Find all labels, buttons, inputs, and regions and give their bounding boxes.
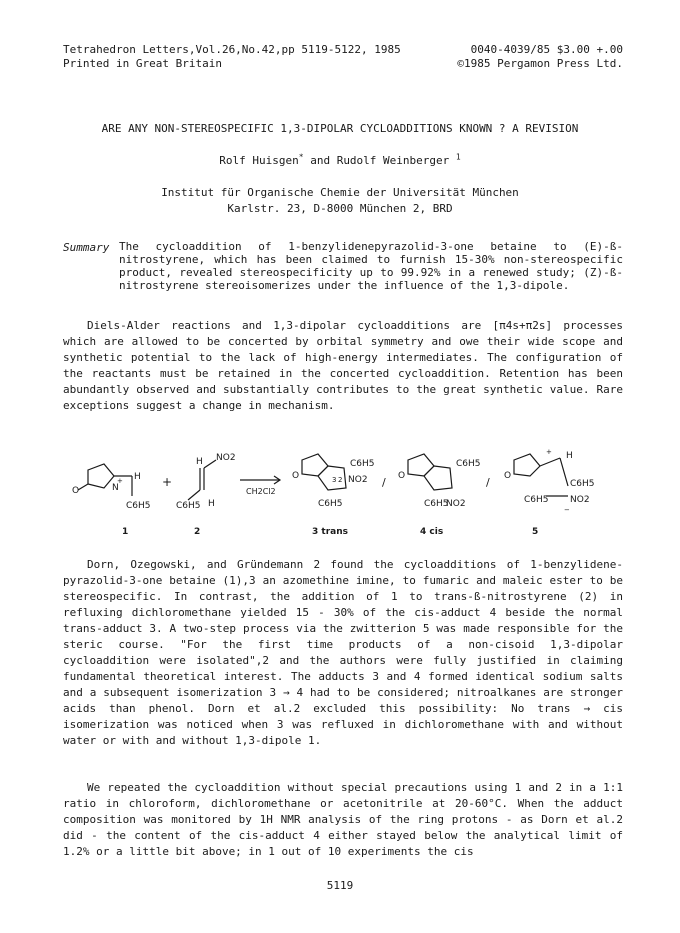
ring-number-2: 2: [338, 476, 343, 484]
charge-plus-5: +: [546, 448, 552, 456]
phenyl-5b: C6H5: [524, 495, 549, 505]
paragraph-intro: [63, 318, 623, 414]
paragraph-dorn: [63, 557, 623, 749]
label-compound-2: 2: [194, 527, 201, 537]
intro-after: ] processes which are allowed to be concerted by orbital symmetry and owe their wide scope and synthetic potential to the lack of high-energy intermediates. The configuration of the reactants must be retained in the concerted cycloaddition. Retention has been abundantly observed and substantially contributes to the great synthetic value. Rare exceptions suggest a change in mechanism.: [63, 319, 623, 412]
issn-price: 0040-4039/85 $3.00 +.00: [470, 43, 623, 56]
charge-minus-5: −: [564, 506, 570, 514]
reaction-scheme-drawing: [70, 446, 610, 546]
phenyl-4: C6H5: [456, 459, 481, 469]
phenyl-2: C6H5: [176, 501, 201, 511]
affiliation-institute: Institut für Organische Chemie der Universität München: [161, 186, 519, 199]
solvent-label: CH2Cl2: [246, 487, 276, 496]
separator-slash-2: /: [486, 476, 490, 489]
corresponding-mark: *: [298, 152, 304, 162]
copyright: ©1985 Pergamon Press Ltd.: [457, 57, 623, 70]
phenyl-3b: C6H5: [318, 499, 343, 509]
author-connector: and Rudolf Weinberger: [303, 154, 456, 167]
ring-4b: [424, 466, 452, 490]
nitro-4: NO2: [446, 499, 466, 509]
atom-ch-1: H: [134, 472, 141, 482]
journal-citation: Tetrahedron Letters,Vol.26,No.42,pp 5119-5122, 1985: [63, 43, 401, 56]
reaction-scheme: [70, 446, 610, 546]
printed-in: Printed in Great Britain: [63, 57, 222, 70]
cycloaddition-notation: π4s+π2s: [499, 319, 546, 332]
nitro-2: NO2: [216, 453, 236, 463]
nitro-5: NO2: [570, 495, 590, 505]
intro-before: Diels-Alder reactions and 1,3-dipolar cycloadditions are [: [87, 319, 500, 332]
atom-o-3: O: [292, 471, 300, 481]
paragraph-repeat: [63, 780, 623, 860]
atom-h-5: H: [566, 451, 573, 461]
phenyl-5: C6H5: [570, 479, 595, 489]
ring-3a: [302, 454, 328, 476]
summary-label: Summary: [63, 241, 110, 254]
atom-n-1: N: [112, 483, 119, 493]
affiliation: [0, 185, 680, 217]
page-number: 5119: [326, 879, 354, 892]
nitro-3: NO2: [348, 475, 368, 485]
atom-o-4: O: [398, 471, 406, 481]
label-compound-1: 1: [122, 527, 129, 537]
bond-co-1: [78, 484, 88, 490]
paragraph-intro-text: [63, 318, 623, 414]
label-compound-5: 5: [532, 527, 539, 537]
charge-plus-1: +: [117, 477, 123, 485]
bond-ph-2: [188, 490, 200, 500]
phenyl-4b: C6H5: [424, 499, 449, 509]
phenyl-3: C6H5: [350, 459, 375, 469]
atom-o-1: O: [72, 486, 80, 496]
bond-cn-5: [540, 458, 560, 466]
paragraph-dorn-text: Dorn, Ozegowski, and Gründemann 2 found the cycloadditions of 1-benzylidene-pyrazolid-3-one betaine (1),3 an azomethine imine, to fumaric and maleic ester to be stereospecific. In contrast, the addition of 1 to trans-ß-nitrostyrene (2) in refluxing dichloromethane yielded 15 - 30% of the cis-adduct 4 beside the normal trans-adduct 3. A two-step process via the zwitterion 5 was made responsible for the steric course. "For the first time products of a non-cisoid 1,3-dipolar cycloaddition were isolated",2 and the authors were fully justified in claiming fundamental theoretical interest. The adducts 3 and 4 formed identical sodium salts and a subsequent isomerization 3 → 4 had to be considered; nitroalkanes are stronger acids than phenol. Dorn et al.2 excluded this possibility: No trans → cis isomerization was noticed when 3 was refluxed in dichloromethane with and without water or with and without 1,3-dipole 1.: [63, 558, 623, 747]
summary-text: The cycloaddition of 1-benzylidenepyrazolid-3-one betaine to (E)-ß-nitrostyrene, which has been claimed to furnish 15-30% non-stereospecific product, revealed stereospecificity up to 99.92% in a renewed study; (Z)-ß-nitrostyrene stereoisomerizes under the influence of the 1,3-dipole.: [119, 240, 623, 292]
bond-ch-5: [560, 458, 568, 486]
atom-h-2b: H: [208, 499, 215, 509]
footnote-mark: 1: [455, 152, 461, 162]
running-header: [63, 43, 623, 71]
ring-1: [88, 464, 114, 488]
label-compound-3: 3 trans: [312, 527, 348, 537]
paper-title: ARE ANY NON-STEREOSPECIFIC 1,3-DIPOLAR CYCLOADDITIONS KNOWN ? A REVISION: [101, 122, 579, 135]
author-line: [0, 153, 680, 169]
label-compound-4: 4 cis: [420, 527, 444, 537]
bond-no2-2: [204, 460, 216, 468]
atom-o-5: O: [504, 471, 512, 481]
phenyl-1: C6H5: [126, 501, 151, 511]
affiliation-address: Karlstr. 23, D-8000 München 2, BRD: [227, 202, 453, 215]
atom-h-2: H: [196, 457, 203, 467]
paragraph-repeat-text: We repeated the cycloaddition without special precautions using 1 and 2 in a 1:1 ratio in chloroform, dichloromethane or acetonitrile at 20-60°C. When the adduct composition was monitored by 1H NMR analysis of the ring protons - as Dorn et al.2 did - the content of the cis-adduct 4 either stayed below the analytical limit of 1.2% or a little bit above; in 1 out of 10 experiments the cis: [63, 781, 623, 858]
ring-5: [514, 454, 540, 476]
separator-slash-1: /: [382, 476, 386, 489]
author-huisgen: Rolf Huisgen: [219, 154, 299, 167]
summary-block: [63, 240, 623, 292]
ring-4a: [408, 454, 434, 476]
ring-number-3: 3: [332, 476, 337, 484]
plus-sign: +: [162, 475, 173, 489]
